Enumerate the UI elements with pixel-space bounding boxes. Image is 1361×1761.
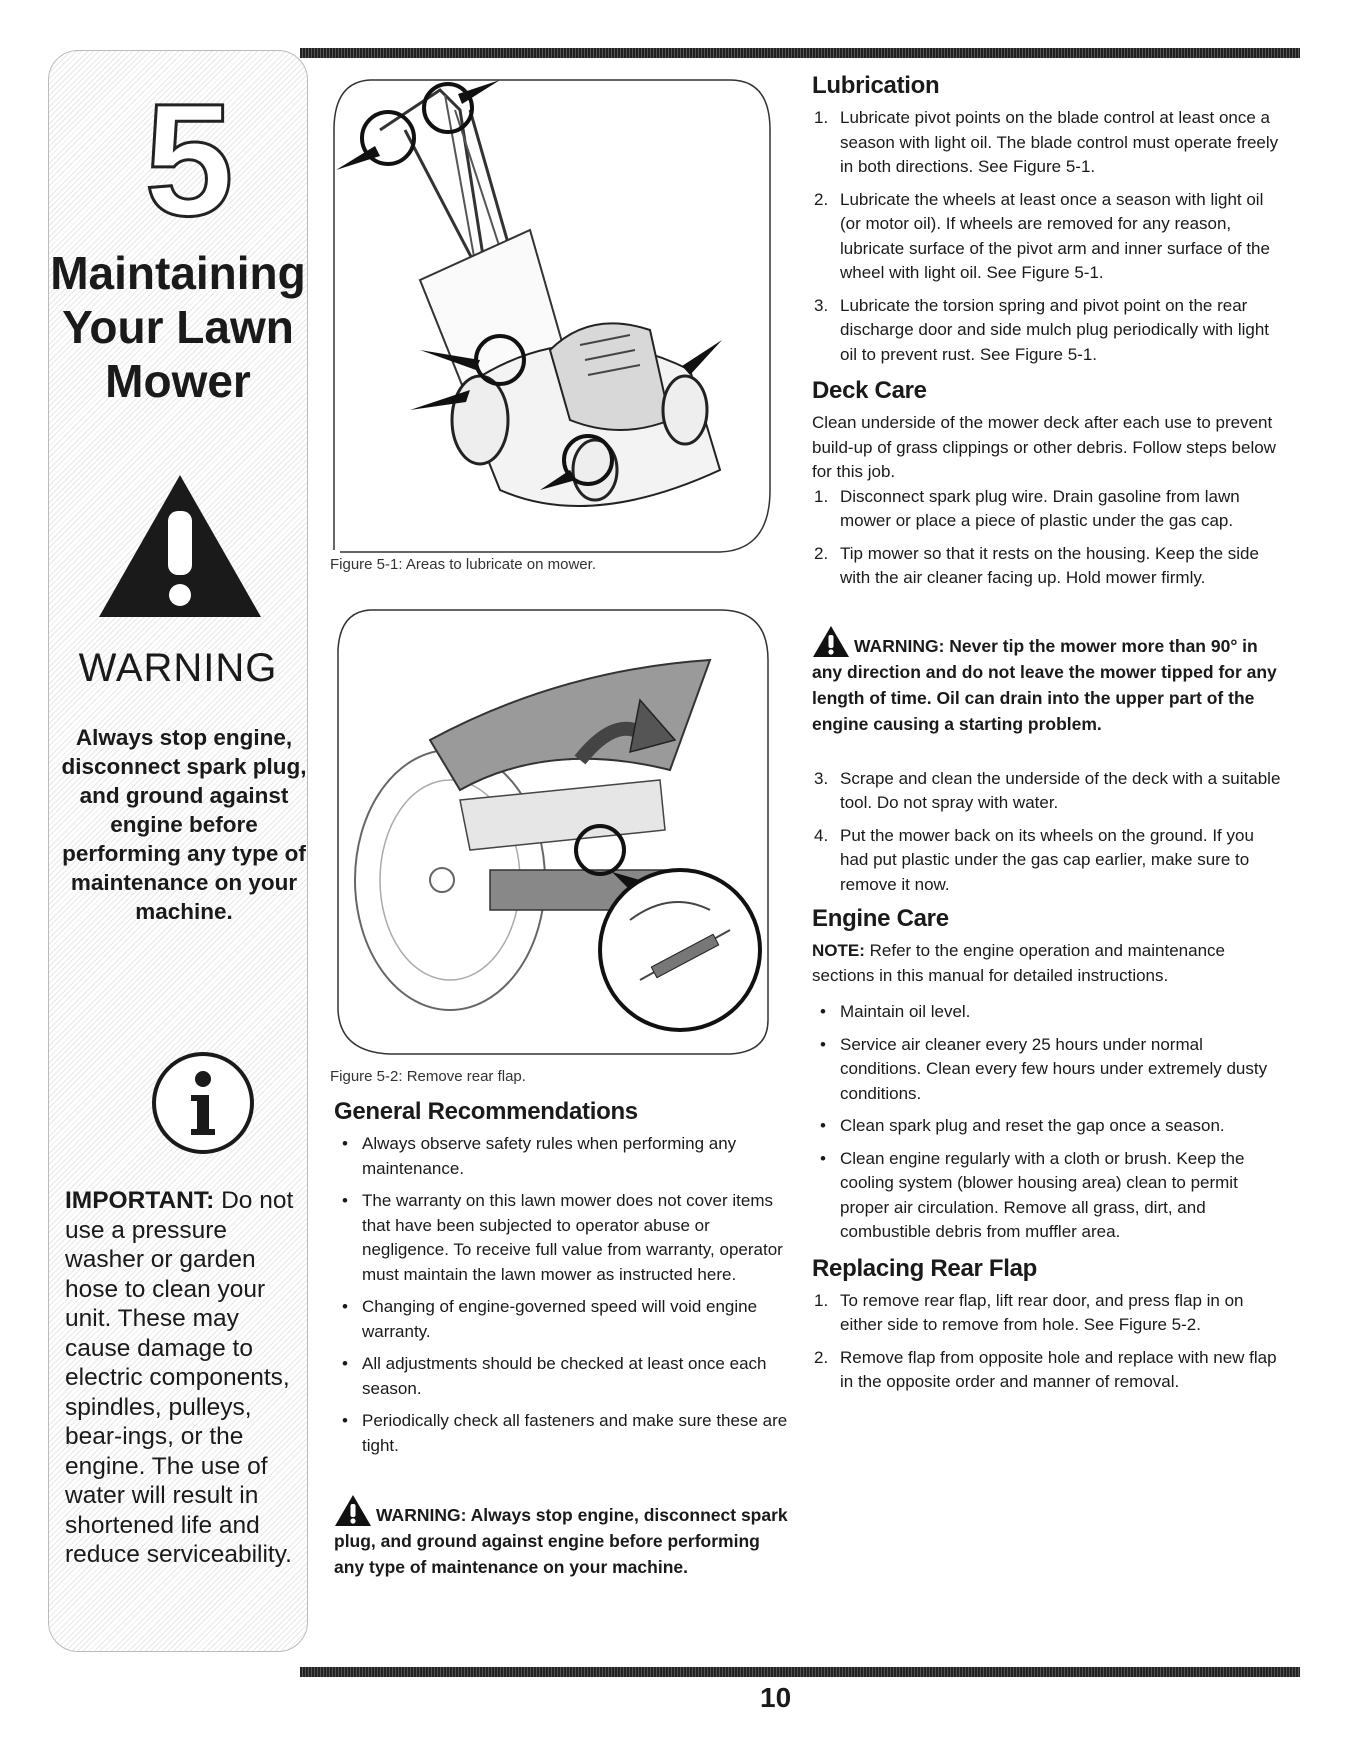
- deck-care-list-a: [812, 485, 1282, 591]
- list-item-text: Clean spark plug and reset the gap once a season.: [840, 1116, 1225, 1135]
- lubrication-heading: Lubrication: [812, 72, 940, 99]
- list-item: 1. To remove rear flap, lift rear door, and press flap in on either side to remove from hole. See Figure 5-2.: [814, 1290, 1244, 1334]
- right-column: [812, 72, 1282, 1403]
- figure-5-2-caption: [330, 1068, 526, 1085]
- bottom-rule: [300, 1667, 1300, 1677]
- warning-icon: [334, 1494, 372, 1527]
- list-item-text: Clean engine regularly with a cloth or brush. Keep the cooling system (blower housing area) clean to permit proper air circulation. Remove all grass, dirt, and combustible debris from muffler area.: [840, 1148, 1245, 1241]
- chapter-number-badge: [129, 85, 249, 235]
- replacing-rear-flap-heading: Replacing Rear Flap: [812, 1254, 1038, 1282]
- list-item: • Service air cleaner every 25 hours under normal conditions. Clean every few hours under extremely dusty conditions.: [820, 1034, 1268, 1103]
- chapter-sidebar: [48, 50, 308, 1652]
- list-item-text: Remove flap from opposite hole and replace with new flap in the opposite order and manner of removal.: [840, 1347, 1277, 1391]
- important-note: [65, 1186, 305, 1570]
- note-label: NOTE:: [812, 941, 865, 960]
- deck-warning-text: WARNING: Never tip the mower more than 90° in any direction and do not leave the mower tipped for any length of time. Oil can drain into the upper part of the engine causing a starting problem.: [812, 635, 1277, 734]
- deck-care-heading: Deck Care: [812, 377, 927, 404]
- list-item: 1. Disconnect spark plug wire. Drain gasoline from lawn mower or place a piece of plastic under the gas cap.: [814, 486, 1240, 530]
- engine-care-heading: Engine Care: [812, 905, 949, 932]
- replacing-rear-flap-list: [812, 1289, 1282, 1395]
- list-item: • Periodically check all fasteners and make sure these are tight.: [342, 1411, 788, 1455]
- general-warning-text: WARNING: Always stop engine, disconnect spark plug, and ground against engine before performing any type of maintenance on your machine.: [334, 1505, 788, 1577]
- list-item-text: Always observe safety rules when performing any maintenance.: [362, 1134, 737, 1178]
- chapter-title: [49, 246, 307, 408]
- figure-5-1-mower-lubrication: [330, 70, 772, 556]
- lubrication-list: [812, 106, 1282, 367]
- deck-warning: [812, 625, 1282, 737]
- info-icon: [151, 1051, 255, 1155]
- figure-5-2-caption-label: Figure 5-2:: [330, 1068, 403, 1085]
- warning-icon: [812, 625, 850, 658]
- warning-heading: WARNING: [78, 646, 278, 690]
- list-item-text: Periodically check all fasteners and make sure these are tight.: [362, 1411, 788, 1455]
- list-item-text: The warranty on this lawn mower does not cover items that have been subjected to operator abuse or negligence. To receive full value from warranty, operator must maintain the lawn mower as instructed here.: [362, 1191, 783, 1284]
- list-item: 2. Remove flap from opposite hole and replace with new flap in the opposite order and manner of removal.: [814, 1347, 1277, 1391]
- list-item-text: Lubricate the wheels at least once a season with light oil (or motor oil). If wheels are removed for any reason, lubricate surface of the pivot arm and inner surface of the wheel with light oil. See Figure 5-1.: [840, 189, 1270, 282]
- list-item: 3. Scrape and clean the underside of the deck with a suitable tool. Do not spray with water.: [814, 768, 1281, 812]
- list-item: • Clean spark plug and reset the gap once a season.: [820, 1116, 1225, 1135]
- list-item: 2. Tip mower so that it rests on the housing. Keep the side with the air cleaner facing up. Hold mower firmly.: [814, 543, 1259, 587]
- figure-5-2-rear-flap: [330, 590, 772, 1060]
- chapter-number: 5: [144, 85, 234, 235]
- figure-5-1-caption-label: Figure 5-1:: [330, 556, 403, 573]
- list-item: 1. Lubricate pivot points on the blade control at least once a season with light oil. The blade control must operate freely in both directions. See Figure 5-1.: [814, 108, 1279, 176]
- list-item-text: Lubricate the torsion spring and pivot point on the rear discharge door and side mulch plug periodically with light oil to prevent rust. See Figure 5-1.: [840, 295, 1270, 364]
- engine-care-note: [812, 939, 1282, 988]
- deck-care-list-b: [812, 767, 1282, 898]
- important-label: IMPORTANT:: [65, 1187, 215, 1214]
- page-number: 10: [760, 1682, 792, 1713]
- list-item-text: All adjustments should be checked at least once each season.: [362, 1354, 767, 1398]
- general-recommendations-heading: General Recommendations: [334, 1098, 638, 1125]
- list-item: 3. Lubricate the torsion spring and pivot point on the rear discharge door and side mulch plug periodically with light oil to prevent rust. See Figure 5-1.: [814, 295, 1270, 364]
- list-item: • All adjustments should be checked at least once each season.: [342, 1354, 767, 1398]
- figure-5-1-caption-text: Areas to lubricate on mower.: [405, 556, 596, 573]
- top-rule: [300, 48, 1300, 58]
- figure-5-1-caption: [330, 556, 596, 573]
- important-text: Do not use a pressure washer or garden hose to clean your unit. These may cause damage to electric components, spindles, pulleys, bear-ings, or the engine. The use of water will result in shortened life and reduce serviceability.: [65, 1187, 294, 1568]
- note-text: Refer to the engine operation and maintenance sections in this manual for detailed instructions.: [812, 941, 1225, 985]
- list-item-text: Changing of engine-governed speed will void engine warranty.: [362, 1297, 758, 1341]
- list-item-text: Scrape and clean the underside of the deck with a suitable tool. Do not spray with water.: [840, 768, 1281, 812]
- list-item: • Always observe safety rules when performing any maintenance.: [342, 1134, 737, 1178]
- engine-care-list: [812, 1000, 1282, 1245]
- general-recommendations-list: [334, 1132, 794, 1458]
- list-item: 4. Put the mower back on its wheels on the ground. If you had put plastic under the gas cap earlier, make sure to remove it now.: [814, 825, 1254, 894]
- warning-text: Always stop engine, disconnect spark plug, and ground against engine before performing any type of maintenance on your machine.: [61, 725, 307, 924]
- list-item-text: Put the mower back on its wheels on the ground. If you had put plastic under the gas cap earlier, make sure to remove it now.: [840, 825, 1254, 894]
- general-warning: [334, 1494, 794, 1580]
- general-recommendations-section: [334, 1098, 794, 1580]
- chapter-title-line-3: Mower: [105, 355, 251, 407]
- chapter-title-line-2: Your Lawn: [62, 301, 294, 353]
- chapter-title-line-1: Maintaining: [50, 247, 306, 299]
- warning-triangle-icon: [95, 471, 265, 621]
- list-item-text: Maintain oil level.: [840, 1002, 971, 1021]
- list-item: • Changing of engine-governed speed will void engine warranty.: [342, 1297, 758, 1341]
- list-item-text: To remove rear flap, lift rear door, and press flap in on either side to remove from hole. See Figure 5-2.: [840, 1290, 1244, 1334]
- list-item: • Clean engine regularly with a cloth or brush. Keep the cooling system (blower housing area) clean to permit proper air circulation. Remove all grass, dirt, and combustible debris from muffler area.: [820, 1148, 1245, 1241]
- list-item: • The warranty on this lawn mower does not cover items that have been subjected to operator abuse or negligence. To receive full value from warranty, operator must maintain the lawn mower as instructed here.: [342, 1191, 783, 1284]
- deck-care-intro: Clean underside of the mower deck after each use to prevent build-up of grass clippings or other debris. Follow steps below for this job.: [812, 413, 1276, 481]
- list-item-text: Service air cleaner every 25 hours under normal conditions. Clean every few hours under extremely dusty conditions.: [840, 1034, 1268, 1103]
- list-item-text: Disconnect spark plug wire. Drain gasoline from lawn mower or place a piece of plastic under the gas cap.: [840, 486, 1240, 530]
- list-item-text: Tip mower so that it rests on the housing. Keep the side with the air cleaner facing up. Hold mower firmly.: [840, 543, 1259, 587]
- list-item: 2. Lubricate the wheels at least once a season with light oil (or motor oil). If wheels are removed for any reason, lubricate surface of the pivot arm and inner surface of the wheel with light oil. See Figure 5-1.: [814, 189, 1270, 282]
- list-item-text: Lubricate pivot points on the blade control at least once a season with light oil. The blade control must operate freely in both directions. See Figure 5-1.: [840, 108, 1279, 176]
- list-item: • Maintain oil level.: [820, 1002, 971, 1021]
- figure-5-2-caption-text: Remove rear flap.: [406, 1068, 526, 1085]
